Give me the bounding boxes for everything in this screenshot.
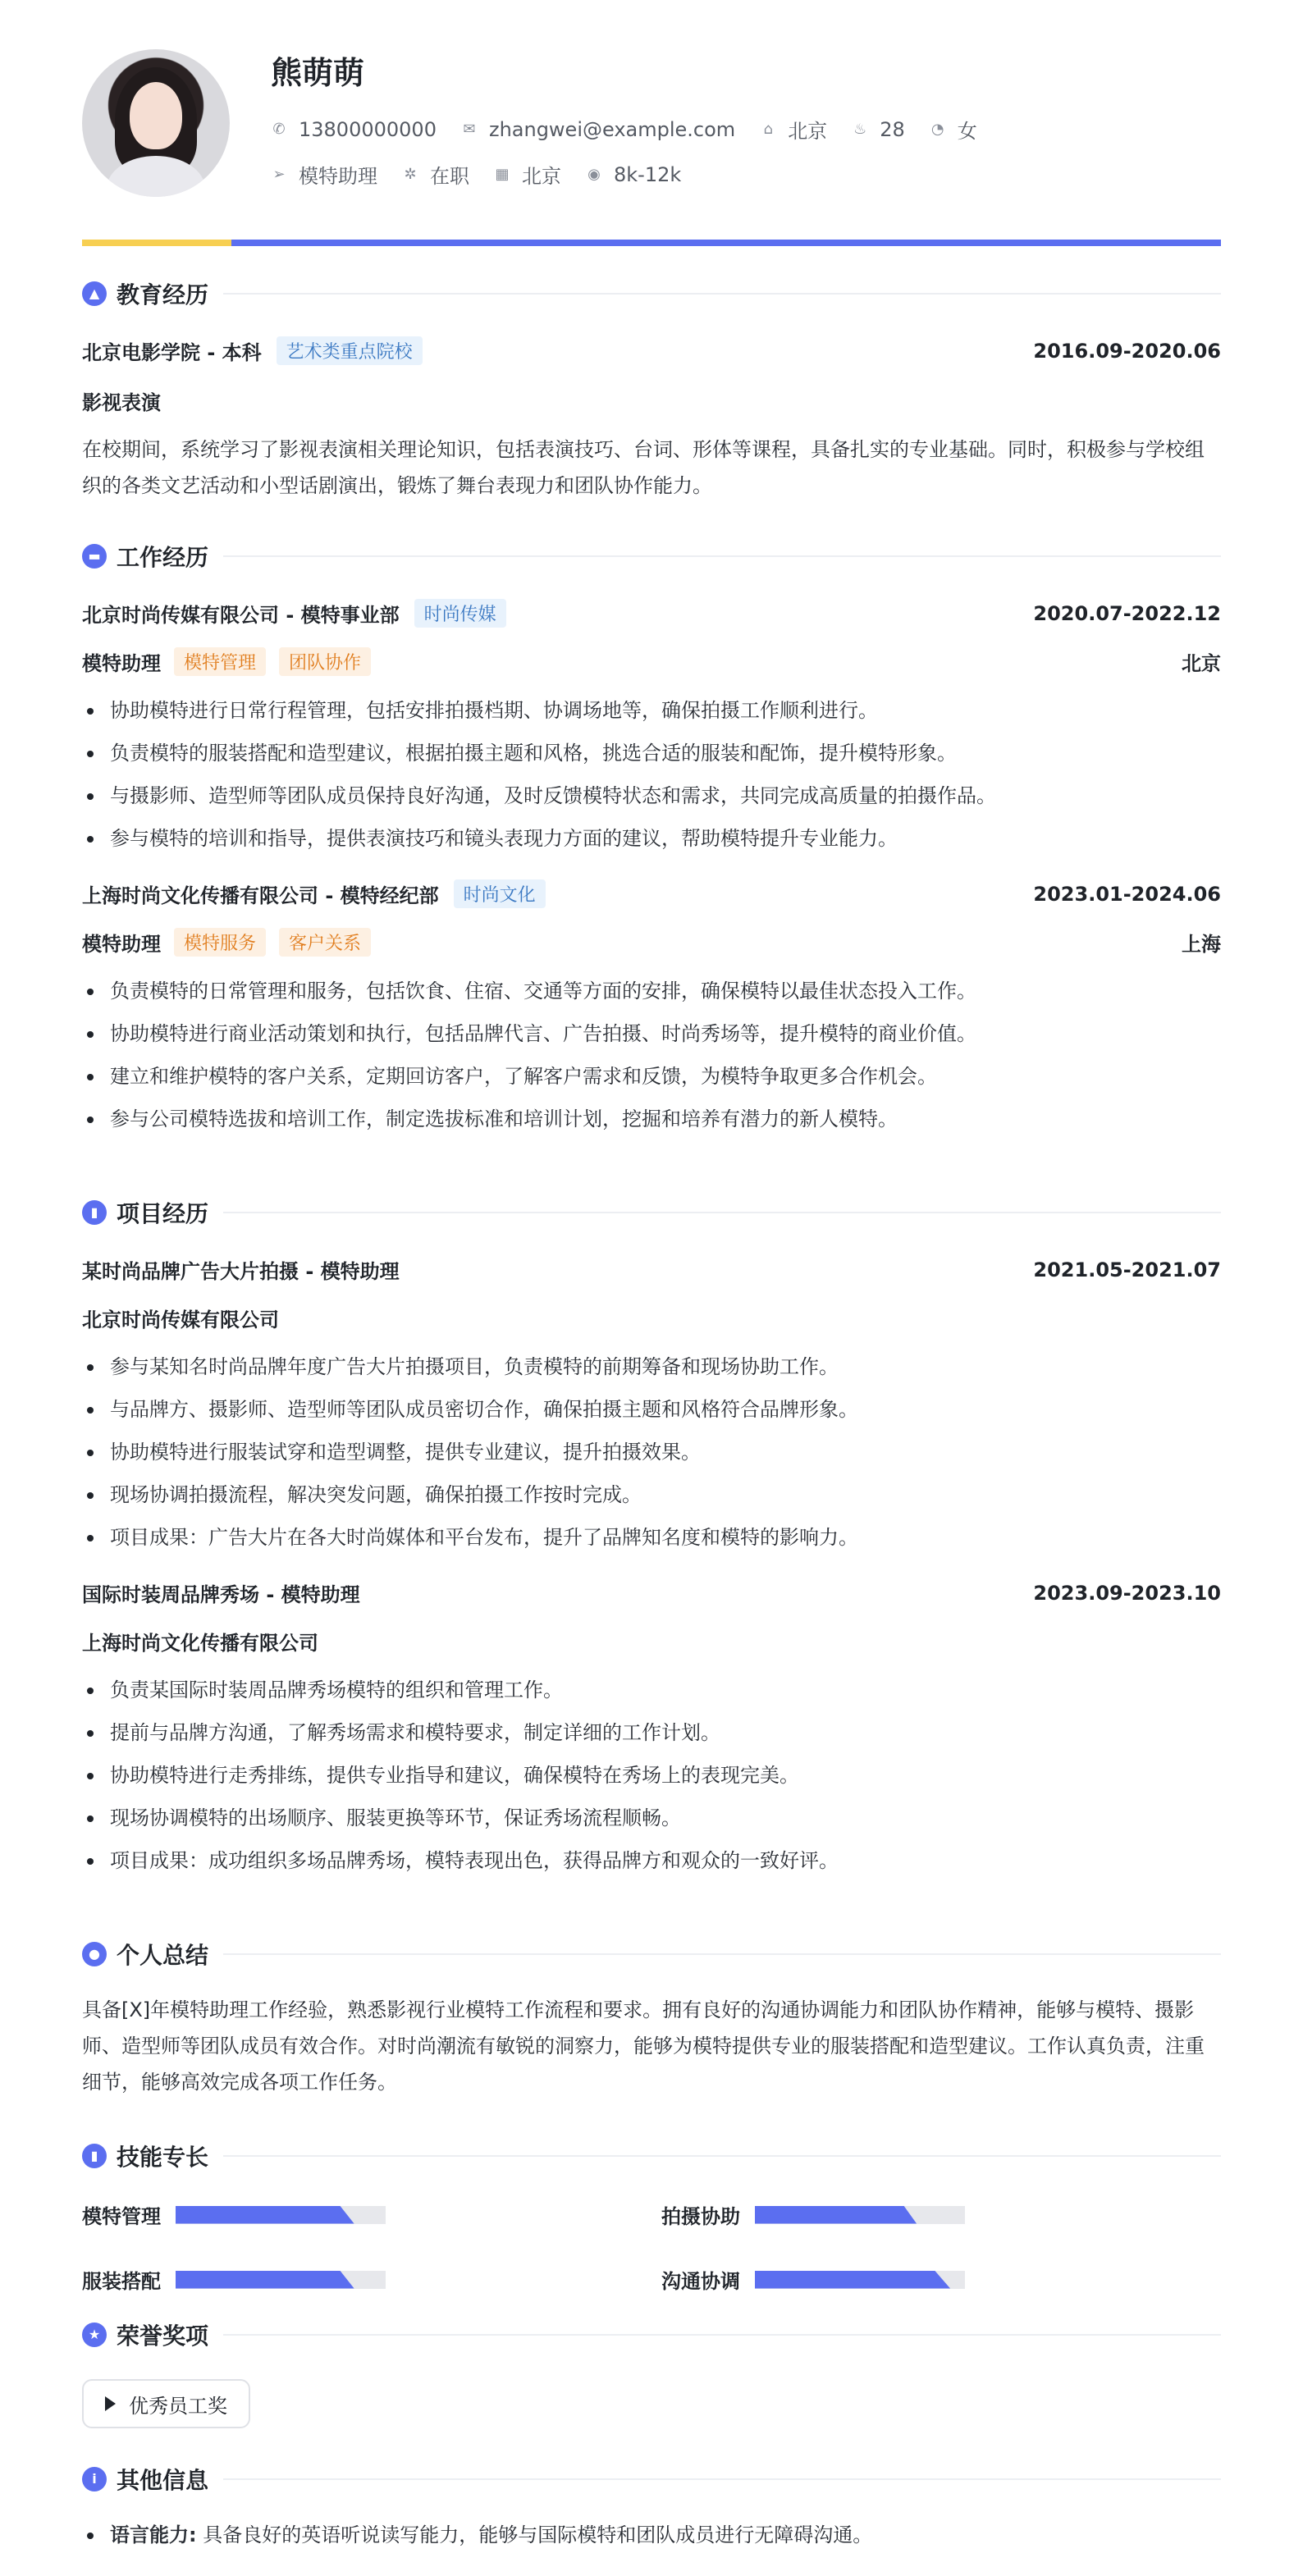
skill-bar xyxy=(176,2271,386,2289)
section-header xyxy=(82,2463,1221,2496)
school-name: 北京电影学院 - 本科 xyxy=(82,341,262,364)
list-item: 现场协调模特的出场顺序、服装更换等环节，保证秀场流程顺畅。 xyxy=(82,1797,1221,1839)
skill-name: 拍摄协助 xyxy=(661,2205,740,2228)
section-line xyxy=(223,1212,1221,1213)
list-item: 参与公司模特选拔和培训工作，制定选拔标准和培训计划，挖掘和培养有潜力的新人模特。 xyxy=(82,1098,1221,1140)
salary-text: 8k-12k xyxy=(614,162,682,186)
list-item: 负责某国际时装周品牌秀场模特的组织和管理工作。 xyxy=(82,1669,1221,1711)
status-text: 在职 xyxy=(430,165,469,188)
skill-bar-fill xyxy=(755,2206,917,2224)
award-icon: ★ xyxy=(82,2323,107,2347)
summary-section xyxy=(82,1938,1221,2100)
list-item: 提前与品牌方沟通，了解秀场需求和模特要求，制定详细的工作计划。 xyxy=(82,1711,1221,1754)
company-name: 上海时尚文化传播有限公司 - 模特经纪部 xyxy=(82,884,439,907)
skill-item xyxy=(661,2265,1221,2294)
list-item: 协助模特进行走秀排练，提供专业指导和建议，确保模特在秀场上的表现完美。 xyxy=(82,1754,1221,1797)
skill-bar xyxy=(176,2206,386,2224)
work-entry xyxy=(82,879,1221,1140)
list-item: 项目成果：广告大片在各大时尚媒体和平台发布，提升了品牌知名度和模特的影响力。 xyxy=(82,1516,1221,1559)
building-icon: ▦ xyxy=(495,165,510,183)
project-bullets xyxy=(82,1669,1221,1882)
work-city: 上海 xyxy=(1182,933,1221,956)
section-header xyxy=(82,1196,1221,1229)
skill-bar xyxy=(755,2206,965,2224)
list-item: 与品牌方、摄影师、造型师等团队成员密切合作，确保拍摄主题和风格符合品牌形象。 xyxy=(82,1388,1221,1431)
skills-section xyxy=(82,2140,1221,2294)
work-role-row xyxy=(82,928,1221,957)
list-item: 协助模特进行商业活动策划和执行，包括品牌代言、广告拍摄、时尚秀场等，提升模特的商业价值。 xyxy=(82,1012,1221,1055)
mail-icon: ✉ xyxy=(463,120,476,138)
status-item xyxy=(402,160,469,189)
section-header xyxy=(82,1938,1221,1971)
work-header xyxy=(82,599,1221,628)
job-target-item xyxy=(271,160,377,189)
skill-name: 沟通协调 xyxy=(661,2270,740,2293)
section-line xyxy=(223,2155,1221,2157)
email-item xyxy=(461,118,735,141)
user-icon: ● xyxy=(82,1942,107,1966)
project-title: 国际时装周品牌秀场 - 模特助理 xyxy=(82,1583,360,1606)
age-item xyxy=(852,118,905,141)
section-line xyxy=(223,1953,1221,1955)
section-title: 其他信息 xyxy=(117,2467,209,2494)
phone-text: 13800000000 xyxy=(299,117,437,141)
section-title: 工作经历 xyxy=(117,544,209,571)
age-text: 28 xyxy=(880,117,905,141)
school-tag: 艺术类重点院校 xyxy=(277,336,423,365)
bar-chart-icon: ▮ xyxy=(82,2144,107,2168)
phone-icon: ✆ xyxy=(272,120,286,138)
list-item: 现场协调拍摄流程，解决突发问题，确保拍摄工作按时完成。 xyxy=(82,1473,1221,1516)
list-item: 协助模特进行日常行程管理，包括安排拍摄档期、协调场地等，确保拍摄工作顺利进行。 xyxy=(82,689,1221,732)
list-item: 建立和维护模特的客户关系，定期回访客户，了解客户需求和反馈，为模特争取更多合作机会。 xyxy=(82,1055,1221,1098)
other-list xyxy=(82,2514,1221,2556)
skill-tag: 团队协作 xyxy=(279,647,371,676)
avatar-face xyxy=(130,82,182,149)
work-section xyxy=(82,540,1221,1140)
company-tag: 时尚文化 xyxy=(454,879,546,908)
section-title: 教育经历 xyxy=(117,281,209,308)
send-icon: ➢ xyxy=(272,165,286,183)
project-date: 2023.09-2023.10 xyxy=(1033,1581,1221,1605)
other-label: 语言能力: xyxy=(110,2523,197,2546)
project-header xyxy=(82,1578,1221,1607)
skill-item xyxy=(82,2265,661,2294)
skill-bar-fill xyxy=(176,2206,354,2224)
skill-item xyxy=(82,2200,661,2229)
education-row xyxy=(82,336,1221,365)
section-header xyxy=(82,277,1221,310)
gender-icon: ◔ xyxy=(930,120,944,138)
work-date: 2020.07-2022.12 xyxy=(1033,601,1221,625)
city-item xyxy=(760,115,827,144)
education-major: 影视表演 xyxy=(82,391,161,414)
skill-bar-fill xyxy=(755,2271,950,2289)
company-tag: 时尚传媒 xyxy=(414,599,506,628)
honors-section xyxy=(82,2318,1221,2428)
education-school xyxy=(82,336,423,365)
project-date: 2021.05-2021.07 xyxy=(1033,1258,1221,1281)
divider-yellow xyxy=(82,240,231,246)
info-icon: i xyxy=(82,2467,107,2492)
education-desc: 在校期间，系统学习了影视表演相关理论知识，包括表演技巧、台词、形体等课程，具备扎实的专业基础。同时，积极参与学校组织的各类文艺活动和小型话剧演出，锻炼了舞台表现力和团队协作能力。 xyxy=(82,438,1205,497)
skill-tag: 模特服务 xyxy=(174,928,266,957)
salary-item xyxy=(586,163,681,186)
graduation-cap-icon: ▲ xyxy=(82,281,107,306)
project-entry xyxy=(82,1578,1221,1882)
work-city: 北京 xyxy=(1182,652,1221,675)
gender-item xyxy=(930,115,977,144)
work-company xyxy=(82,599,506,628)
skill-bar-fill xyxy=(176,2271,354,2289)
section-header xyxy=(82,540,1221,573)
section-header xyxy=(82,2140,1221,2172)
honor-item-toggle[interactable] xyxy=(82,2379,250,2428)
summary-text: 具备[X]年模特助理工作经验，熟悉影视行业模特工作流程和要求。拥有良好的沟通协调能力和团队协作精神，能够与模特、摄影师、造型师等团队成员有效合作。对时尚潮流有敏锐的洞察力，能够为模特提供专业的服装搭配和造型建议。工作认真负责，注重细节，能够高效完成各项工作任务。 xyxy=(82,1998,1205,2094)
company-name: 北京时尚传媒有限公司 - 模特事业部 xyxy=(82,604,400,627)
education-section xyxy=(82,277,1221,504)
skill-name: 模特管理 xyxy=(82,2205,161,2228)
loading-icon: ✲ xyxy=(404,165,417,183)
list-item: 参与模特的培训和指导，提供表演技巧和镜头表现力方面的建议，帮助模特提升专业能力。 xyxy=(82,817,1221,860)
projects-section xyxy=(82,1196,1221,1882)
work-role xyxy=(82,928,371,957)
list-item: 负责模特的日常管理和服务，包括饮食、住宿、交通等方面的安排，确保模特以最佳状态投入工作。 xyxy=(82,970,1221,1012)
work-header xyxy=(82,879,1221,908)
list-item: 负责模特的服装搭配和造型建议，根据拍摄主题和风格，挑选合适的服装和配饰，提升模特形象。 xyxy=(82,732,1221,774)
project-header xyxy=(82,1255,1221,1284)
email-text: zhangwei@example.com xyxy=(488,117,736,141)
list-item: 项目成果：成功组织多场品牌秀场，模特表现出色，获得品牌方和观众的一致好评。 xyxy=(82,1839,1221,1882)
bar-chart-icon: ▮ xyxy=(82,1200,107,1225)
job-target-text: 模特助理 xyxy=(299,165,377,188)
skill-item xyxy=(661,2200,1221,2229)
skill-name: 服装搭配 xyxy=(82,2270,161,2293)
divider-blue xyxy=(231,240,1221,246)
play-triangle-icon xyxy=(105,2396,116,2411)
section-title: 个人总结 xyxy=(117,1942,209,1969)
avatar xyxy=(82,49,230,197)
role-name: 模特助理 xyxy=(82,652,161,675)
project-bullets xyxy=(82,1345,1221,1559)
work-date: 2023.01-2024.06 xyxy=(1033,882,1221,906)
work-role xyxy=(82,647,371,676)
skill-tag: 模特管理 xyxy=(174,647,266,676)
list-item: 与摄影师、造型师等团队成员保持良好沟通，及时反馈模特状态和需求，共同完成高质量的拍摄作品。 xyxy=(82,774,1221,817)
skill-grid xyxy=(82,2200,1221,2294)
education-date: 2016.09-2020.06 xyxy=(1033,339,1221,363)
section-header xyxy=(82,2318,1221,2351)
work-bullets xyxy=(82,970,1221,1140)
other-section xyxy=(82,2463,1221,2556)
project-company: 北京时尚传媒有限公司 xyxy=(82,1309,279,1331)
job-intent-row xyxy=(271,160,706,189)
section-line xyxy=(223,2334,1221,2336)
honor-label: 优秀员工奖 xyxy=(129,2394,227,2418)
coin-icon: ◉ xyxy=(587,165,601,183)
section-title: 项目经历 xyxy=(117,1200,209,1227)
project-company: 上海时尚文化传播有限公司 xyxy=(82,1632,318,1655)
briefcase-icon: ▬ xyxy=(82,544,107,569)
work-bullets xyxy=(82,689,1221,860)
section-title: 技能专长 xyxy=(117,2144,209,2171)
section-line xyxy=(223,555,1221,557)
section-title: 荣誉奖项 xyxy=(117,2323,209,2350)
profile-name: 熊萌萌 xyxy=(271,55,365,91)
phone-item xyxy=(271,118,437,141)
list-item: 协助模特进行服装试穿和造型调整，提供专业建议，提升拍摄效果。 xyxy=(82,1431,1221,1473)
skill-tag: 客户关系 xyxy=(279,928,371,957)
project-entry xyxy=(82,1255,1221,1559)
section-line xyxy=(223,2478,1221,2480)
work-entry xyxy=(82,599,1221,860)
target-city-item xyxy=(494,160,561,189)
work-company xyxy=(82,879,546,908)
project-title: 某时尚品牌广告大片拍摄 - 模特助理 xyxy=(82,1260,400,1283)
city-text: 北京 xyxy=(788,120,828,143)
target-city-text: 北京 xyxy=(522,165,561,188)
skill-bar xyxy=(755,2271,965,2289)
home-icon: ⌂ xyxy=(763,120,773,138)
header-divider xyxy=(82,240,1221,246)
contact-row xyxy=(271,115,1002,144)
other-text: 具备良好的英语听说读写能力，能够与国际模特和团队成员进行无障碍沟通。 xyxy=(203,2523,873,2546)
list-item xyxy=(82,2514,1221,2556)
gender-text: 女 xyxy=(957,120,977,143)
list-item: 参与某知名时尚品牌年度广告大片拍摄项目，负责模特的前期筹备和现场协助工作。 xyxy=(82,1345,1221,1388)
work-role-row xyxy=(82,647,1221,676)
role-name: 模特助理 xyxy=(82,933,161,956)
section-line xyxy=(223,293,1221,295)
cake-icon: ♨ xyxy=(853,120,867,138)
